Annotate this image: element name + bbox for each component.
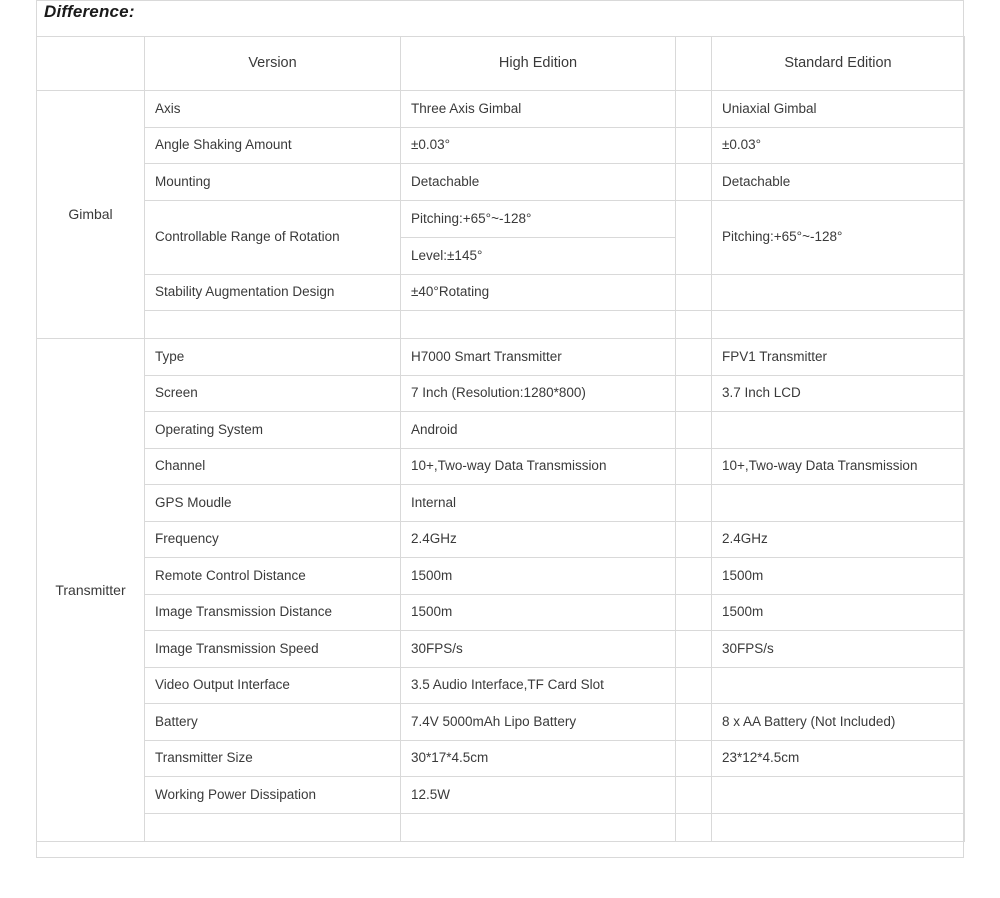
cell-standard: 30FPS/s <box>712 631 965 668</box>
row-label: Axis <box>145 91 401 128</box>
row-label: Type <box>145 339 401 376</box>
cell-high: ±0.03° <box>401 127 676 164</box>
cell-high: 30*17*4.5cm <box>401 740 676 777</box>
cell-standard: Detachable <box>712 164 965 201</box>
spacer-cell <box>145 813 401 841</box>
gap-cell <box>676 448 712 485</box>
cell-high: 30FPS/s <box>401 631 676 668</box>
spacer-cell <box>712 813 965 841</box>
gap-cell <box>676 558 712 595</box>
cell-high: Detachable <box>401 164 676 201</box>
table-row <box>37 740 965 777</box>
group-spacer-row <box>37 311 965 339</box>
cell-high: ±40°Rotating <box>401 274 676 311</box>
cell-standard: 1500m <box>712 558 965 595</box>
gap-cell <box>676 339 712 376</box>
gap-cell <box>676 485 712 522</box>
header-corner-cell <box>37 37 145 91</box>
row-label: Frequency <box>145 521 401 558</box>
table-row <box>37 339 965 376</box>
table-row <box>37 91 965 128</box>
row-label: Image Transmission Speed <box>145 631 401 668</box>
table-row <box>37 704 965 741</box>
specification-table <box>36 36 965 842</box>
table-row <box>37 274 965 311</box>
header-standard-edition: Standard Edition <box>712 37 965 91</box>
cell-high: H7000 Smart Transmitter <box>401 339 676 376</box>
table-row <box>37 375 965 412</box>
gap-cell <box>676 594 712 631</box>
row-label: Mounting <box>145 164 401 201</box>
spacer-cell <box>401 311 676 339</box>
gap-cell <box>676 412 712 449</box>
row-label: Angle Shaking Amount <box>145 127 401 164</box>
row-label: Video Output Interface <box>145 667 401 704</box>
row-label: Controllable Range of Rotation <box>145 200 401 274</box>
group-spacer-row <box>37 813 965 841</box>
row-label: Image Transmission Distance <box>145 594 401 631</box>
cell-high: 2.4GHz <box>401 521 676 558</box>
cell-high: 3.5 Audio Interface,TF Card Slot <box>401 667 676 704</box>
group-label-transmitter: Transmitter <box>37 339 145 842</box>
table-row <box>37 127 965 164</box>
table-row <box>37 521 965 558</box>
cell-standard: 8 x AA Battery (Not Included) <box>712 704 965 741</box>
cell-high: Three Axis Gimbal <box>401 91 676 128</box>
header-gap-cell <box>676 37 712 91</box>
table-row <box>37 448 965 485</box>
cell-standard <box>712 485 965 522</box>
gap-cell <box>676 274 712 311</box>
gap-cell <box>676 200 712 274</box>
table-row <box>37 594 965 631</box>
cell-standard <box>712 274 965 311</box>
gap-cell <box>676 813 712 841</box>
table-row <box>37 667 965 704</box>
table-row <box>37 412 965 449</box>
cell-high: 1500m <box>401 558 676 595</box>
cell-high: 12.5W <box>401 777 676 814</box>
cell-high: 7 Inch (Resolution:1280*800) <box>401 375 676 412</box>
header-version: Version <box>145 37 401 91</box>
cell-high: Android <box>401 412 676 449</box>
row-label: Working Power Dissipation <box>145 777 401 814</box>
row-label: Remote Control Distance <box>145 558 401 595</box>
cell-high: 10+,Two-way Data Transmission <box>401 448 676 485</box>
cell-standard: 2.4GHz <box>712 521 965 558</box>
row-label: Transmitter Size <box>145 740 401 777</box>
gap-cell <box>676 631 712 668</box>
row-label: Channel <box>145 448 401 485</box>
table-row <box>37 200 965 237</box>
page-title: Difference: <box>44 2 135 21</box>
cell-standard: Uniaxial Gimbal <box>712 91 965 128</box>
cell-standard <box>712 412 965 449</box>
gap-cell <box>676 667 712 704</box>
cell-high: Pitching:+65°~-128° <box>401 200 676 237</box>
spacer-cell <box>401 813 676 841</box>
header-high-edition: High Edition <box>401 37 676 91</box>
cell-standard: 3.7 Inch LCD <box>712 375 965 412</box>
table-row <box>37 631 965 668</box>
spacer-cell <box>712 311 965 339</box>
row-label: Operating System <box>145 412 401 449</box>
row-label: GPS Moudle <box>145 485 401 522</box>
gap-cell <box>676 164 712 201</box>
cell-standard <box>712 777 965 814</box>
cell-high: 7.4V 5000mAh Lipo Battery <box>401 704 676 741</box>
group-label-gimbal: Gimbal <box>37 91 145 339</box>
table-row <box>37 558 965 595</box>
table-row <box>37 777 965 814</box>
cell-standard: Pitching:+65°~-128° <box>712 200 965 274</box>
table-row <box>37 164 965 201</box>
table-header-row <box>37 37 965 91</box>
cell-standard: 23*12*4.5cm <box>712 740 965 777</box>
gap-cell <box>676 777 712 814</box>
table-row <box>37 485 965 522</box>
cell-high-secondary: Level:±145° <box>401 237 676 274</box>
gap-cell <box>676 521 712 558</box>
cell-standard: FPV1 Transmitter <box>712 339 965 376</box>
cell-standard: ±0.03° <box>712 127 965 164</box>
cell-high: 1500m <box>401 594 676 631</box>
row-label: Screen <box>145 375 401 412</box>
cell-standard: 10+,Two-way Data Transmission <box>712 448 965 485</box>
spacer-cell <box>145 311 401 339</box>
gap-cell <box>676 127 712 164</box>
gap-cell <box>676 311 712 339</box>
cell-high: Internal <box>401 485 676 522</box>
cell-standard <box>712 667 965 704</box>
gap-cell <box>676 740 712 777</box>
gap-cell <box>676 91 712 128</box>
row-label: Stability Augmentation Design <box>145 274 401 311</box>
gap-cell <box>676 375 712 412</box>
cell-standard: 1500m <box>712 594 965 631</box>
gap-cell <box>676 704 712 741</box>
row-label: Battery <box>145 704 401 741</box>
